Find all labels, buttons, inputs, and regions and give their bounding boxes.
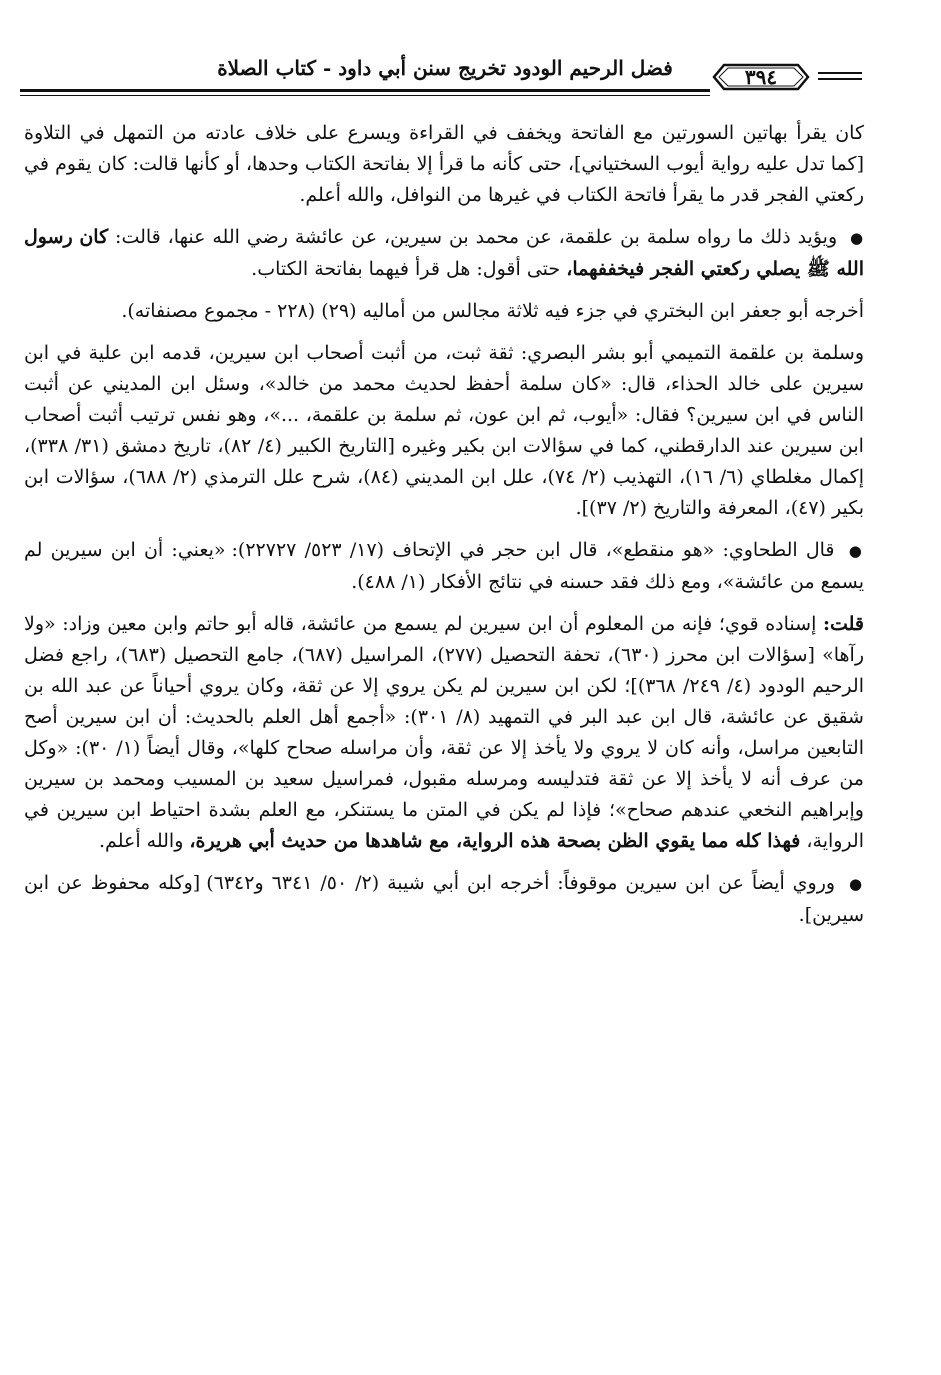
header-rule-thick [20,89,710,92]
paragraph-text: ويؤيد ذلك ما رواه سلمة بن علقمة، عن محمد بن سيرين، عن عائشة رضي الله عنها، قالت: [115,226,838,248]
paragraph-text: حتى أقول: هل قرأ فيهما بفاتحة الكتاب. [251,258,561,280]
paragraph-text: إسناده قوي؛ فإنه من المعلوم أن ابن سيرين لم يسمع من عائشة، قاله أبو حاتم وابن معين وزاد: «ولا رآها» [سؤالات ابن محرز (٦٣٠)، تحفة التحصيل (٢٧٧)، المراسيل (٦٨٧)، جامع التحصيل (٦٨٣)، راجع فضل الرحيم الودود (٤/ ٢٤٩/ ٣٦٨)]؛ لكن ابن سيرين لم يكن يروي إلا عن ثقة، وكان يروي أحياناً عن عبد الله بن شقيق عن عائشة، قال ابن عبد البر في التمهيد (٨/ ٣٠١): «أجمع أهل العلم بالحديث: أن ابن سيرين أصح التابعين مراسل، وأنه كان لا يروي ولا يأخذ إلا عن ثقة، وأن مراسله صحاح كلها»، وقال أيضاً (١/ ٣٠): «وكل من عرف أنه لا يأخذ إلا عن ثقة فتدليسه ومرسله مقبول، فمراسيل سعيد بن المسيب ومحمد بن سيرين وإبراهيم النخعي عندهم صحاح»؛ فإذا لم يكن في المتن ما يستنكر، مع العلم بشدة احتياط ابن سيرين في الرواية، [24,613,864,852]
header-rule-thin [20,95,710,96]
paragraph-text: وسلمة بن علقمة التميمي أبو بشر البصري: ثقة ثبت، من أثبت أصحاب ابن سيرين، قدمه ابن علية في ابن سيرين على خالد الحذاء، قال: «كان سلمة أحفظ لحديث محمد من خالد»، وسئل ابن المديني عن أثبت الناس في ابن سيرين؟ فقال: «أيوب، ثم ابن عون، ثم سلمة بن علقمة، ...»، وهو نفس ترتيب أثبت أصحاب ابن سيرين عند الدارقطني، كما في سؤالات ابن بكير وغيره [التاريخ الكبير (٤/ ٨٢)، تاريخ دمشق (٣١/ ٣٣٨)، إكمال مغلطاي (٦/ ١٦)، التهذيب (٢/ ٧٤)، علل ابن المديني (٨٤)، شرح علل الترمذي (٢/ ٦٨٨)، سؤالات ابن بكير (٤٧)، المعرفة والتاريخ (٢/ ٣٧)]. [24,342,864,519]
paragraph-text: وروي أيضاً عن ابن سيرين موقوفاً: أخرجه ابن أبي شيبة (٢/ ٥٠/ ٦٣٤١ و٦٣٤٢) [وكله محفوظ عن ابن سيرين]. [24,872,864,926]
page-number: ٣٩٤ [744,65,778,89]
page-number-frame [712,62,810,92]
paragraph-text: أخرجه أبو جعفر ابن البختري في جزء فيه ثلاثة مجالس من أماليه (٢٩) (٢٢٨ - مجموع مصنفاته). [121,300,864,322]
paragraph-tahawi [24,535,864,598]
paragraph-supporting-narration [24,222,864,285]
bullet-icon: ● [850,229,865,247]
header-rule-right-bottom [818,78,862,80]
paragraph-text: والله أعلم. [99,830,184,852]
bullet-icon: ● [849,875,864,893]
page-body [24,118,864,942]
paragraph-narrator-bio [24,338,864,524]
bullet-icon: ● [848,542,865,560]
paragraph-author-verdict [24,609,864,857]
header-rule-right-top [818,72,862,74]
paragraph-text: كان يقرأ بهاتين السورتين مع الفاتحة ويخفف في القراءة ويسرع على خلاف عادته من التمهل في التلاوة [كما تدل عليه رواية أيوب السختياني]، حتى كأنه ما قرأ إلا بفاتحة الكتاب وحدها، أو كأنها قالت: كان يقوم في ركعتي الفجر قدر ما يقرأ فاتحة الكتاب في غيرها من النوافل، والله أعلم. [24,122,864,206]
paragraph-interpretation [24,118,864,211]
paragraph-takhrij [24,296,864,327]
hadith-text: كان رسول الله ﷺ يصلي ركعتي الفجر فيخففهما، [24,226,864,280]
running-title: فضل الرحيم الودود تخريج سنن أبي داود - كتاب الصلاة [217,56,673,80]
paragraph-text: قال الطحاوي: «هو منقطع»، قال ابن حجر في الإتحاف (١٧/ ٥٢٣/ ٢٢٧٢٧): «يعني: أن ابن سيرين لم يسمع من عائشة»، ومع ذلك فقد حسنه في نتائج الأفكار (١/ ٤٨٨). [24,539,864,593]
verdict-conclusion: فهذا كله مما يقوي الظن بصحة هذه الرواية، مع شاهدها من حديث أبي هريرة، [189,830,801,852]
paragraph-mawquf [24,868,864,931]
verdict-label: قلت: [822,613,864,635]
